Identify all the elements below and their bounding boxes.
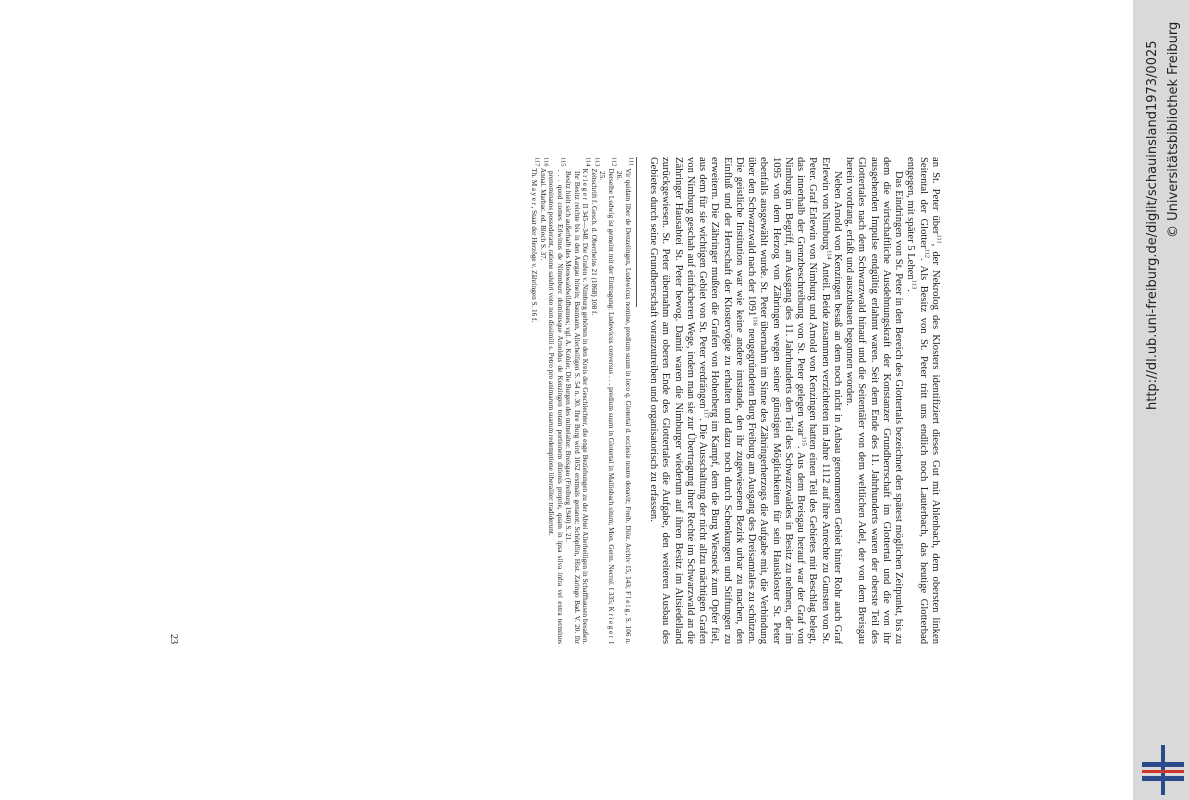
footnote-ref[interactable]: 117 — [702, 408, 710, 419]
footnote-text: Zeitschrift f. Gesch. d. Oberrheins 21 (1868) 108 f. — [589, 168, 598, 316]
logo-bar-blue-2 — [1142, 776, 1184, 781]
page-number: 23 — [168, 634, 179, 644]
footnote-number: 115 — [559, 157, 567, 167]
footnote-ref[interactable]: 115 — [800, 436, 808, 446]
footnote-113 — [589, 157, 601, 644]
text-run: . Als Besitz von St. Peter tritt uns endlich noch Lauterbach, das heutige Glotterbad entgegen, mit später 5 Lehen — [905, 157, 929, 644]
text-run: Neben Arnold von Kenzingen besaß an dem noch nicht in Anbau genommenen Gebiet hinter Rohr auch Graf Erlewin von Nimburg — [819, 157, 843, 644]
footnotes — [529, 157, 635, 645]
footnote-ref[interactable]: 111 — [935, 234, 943, 244]
rotated-page-content — [168, 157, 943, 645]
footnote-tail: , S. 106 n. 26. — [615, 171, 632, 645]
text-run: Das Eindringen von St. Peter in den Bereich des Glottertals bezeichnet den spätest möglichen Zeitpunkt, bis zu dem die wirtschaftliche Ausdehnungskraft der Konstanzer Grundherrschaft im Glottertal und die von ihr ausgehenden Impulse endgültig erlahmt waren. Seit dem Ende des 11. Jahrhunderts waren der oberste Teil des Glottertales nach dem Schwarzwald hinauf und die Seitentäler von dem weltlichen Adel, der von dem Breisgau herein vordrang, erfaßt und auszubauen begonnen worden. — [844, 157, 905, 644]
footnote-text: Annal. Marbac. ed. Bloch S. 37. — [538, 167, 547, 261]
text-run: an St. Peter über — [930, 157, 941, 235]
text-run: , der Nekrolog des Klosters identifiziert dieses Gut mit Ahlenbach, dem obersten linken Seitental der Glotter — [917, 157, 941, 644]
logo-bar-blue — [1142, 762, 1184, 767]
footnote-number: 116 — [541, 157, 549, 167]
footnote-divider — [636, 157, 637, 307]
library-logo-icon — [1142, 745, 1184, 795]
footnote-ref[interactable]: 114 — [825, 250, 833, 260]
footnote-number: 112 — [610, 157, 618, 167]
footnote-text: Th. — [529, 168, 538, 180]
copyright-notice: © Universitätsbibliothek Freiburg — [1166, 21, 1181, 238]
footnote-text: Vir quidam liber de Denzelingen, Ludewicus nomine, predium suum in loco q. Glotertal d. ecclesie nostre donavit; Freib. Diöz. Archiv 15, 143; — [624, 168, 632, 592]
footnote-author: Krieger — [606, 606, 615, 640]
footnote-tail: I 25. — [598, 171, 615, 645]
footnote-number: 117 — [533, 157, 541, 167]
footnote-author: Mayer — [529, 179, 538, 207]
paragraph-p2 — [843, 157, 904, 644]
footnote-116 — [538, 157, 547, 644]
footnote-ref[interactable]: 112 — [923, 248, 931, 259]
footnote-number: 114 — [584, 157, 592, 167]
footnote-text: . . . quod comes Erlwinus de Nimmburc dominusque Arnoldus de Kenzingen totam portionem ditionis proprie, quam in ipsa silva infra vel extra terminos prenominatos possederant, ratione salubri voto non dissimili s. Petro pro animarum suarum redemptione liberaliter tradiderunt. — [547, 169, 564, 644]
footnote-author: Krieger — [581, 168, 590, 202]
text-run: . — [905, 289, 917, 292]
text-run: . Die Ausschaltung der nicht allzu mächtigen Grafen von Nimburg geschah auf einfacheren Wege, indem man sie zur Übertragung ihrer Rechte im Schwarzwald an die Zähringer Hausabtei St. Peter bewog. Damit waren die Nimburger wiederum auf ihren Besitz im Altsiedelland zurückgewiesen. St. Peter übernahm am oberen Ende des Glottertales die Aufgabe, den weiteren Ausbau des Gebietes durch seine Grundherrschaft voranzutreiben und organisatorisch zu erfassen. — [648, 157, 709, 644]
footnote-number: 111 — [627, 157, 635, 167]
permalink-url[interactable]: http://dl.ub.uni-freiburg.de/diglit/schauinsland1973/0025 — [1145, 40, 1160, 410]
footnote-text: Derselbe Ludwig ist gemeint mit der Eintragung: Ludewicus conversus . . . predium suum in Glotertal in Mallinbach situm; Mon. Germ. Necrol. I 335; — [606, 168, 615, 607]
footnote-author: Fleig — [624, 591, 632, 614]
footnote-111 — [615, 157, 635, 645]
footnote-115 — [547, 157, 567, 644]
body-text — [647, 157, 941, 644]
footnote-tail: II 345—348. Die Grafen v. Nimburg gehörten in den Kreis der Geschlechter, die enge Beziehungen zu der Abtei Allerheiligen in Schaffhausen besaßen. Ihr Besitz reichte bis in den Aargau hinein; Baumann, Allerheiligen S. 54 n. 30. Ihre Burg wird 1052 erstmals genannt; Schöpflin, Hist. Zaringo Bad. V. 20. Ihr Besitz hielt sich außerhalb des Mooswaldwildbannes; vgl. A. Kohler, Die Burgen des mittelalter. Breisgau (Freiburg 1940) S. 21. — [564, 171, 590, 645]
logo-bar-red — [1142, 770, 1184, 773]
text-run: neugegründeten Burg Freiburg am Ausgang des Dreisamtales zu schützen. Die geistliche Institution war wie keine andere imstande, den ihr zugewiesenen Bezirk urbar zu machen, den Einfluß und der Herrschaft der Klostervögte zu erhalten und dazu noch durch Schenkungen und Stiftungen zu erweitern. Die Zähringer mußten die Grafen von Hohenberg im Kampf, dem die Burg Wiesneck zum Opfer fiel, aus dem für sie wichtigen Gebiet von St. Peter verdrängen — [697, 157, 758, 645]
paragraph-p3 — [647, 157, 843, 644]
text-run: Anteil. Beide zusammen verzichteten im Jahre 1112 auf ihre Anrechte zu Gunsten von St. Peter. Graf Erlewin von Nimburg und Arnold von Kenzingen hatten einen Teil des Gebietes mit Beschlag belegt, das innerhalb der Grenzbeschreibung von St. Peter gelegen war — [795, 157, 831, 644]
footnote-114 — [564, 157, 590, 644]
footnote-112 — [598, 157, 618, 645]
footnote-tail: , Staat der Herzöge v. Zähringen S. 16 f. — [529, 206, 538, 323]
footnote-ref[interactable]: 116 — [751, 316, 759, 326]
footnote-ref[interactable]: 113 — [911, 279, 919, 290]
text-run: . Aus dem Breisgau herauf war der Graf von Nimburg im Begriff, am Ausgang des 11. Jahrhunderts den Teil des Schwarzwaldes in Besitz zu nehmen, der im 1095 von dem Herzog von Zähringen wegen seiner günstigen Möglichkeiten für sein Hauskloster St. Peter ebenfalls ausgewählt wurde. St. Peter übernahm im Sinne des Zähringerherzogs die Aufgabe mit, die Verbindung über den Schwarzwald nach der 1091 — [746, 157, 807, 644]
footnote-117 — [529, 157, 541, 644]
paragraph-p1 — [904, 157, 941, 644]
footnote-number: 113 — [593, 157, 601, 167]
